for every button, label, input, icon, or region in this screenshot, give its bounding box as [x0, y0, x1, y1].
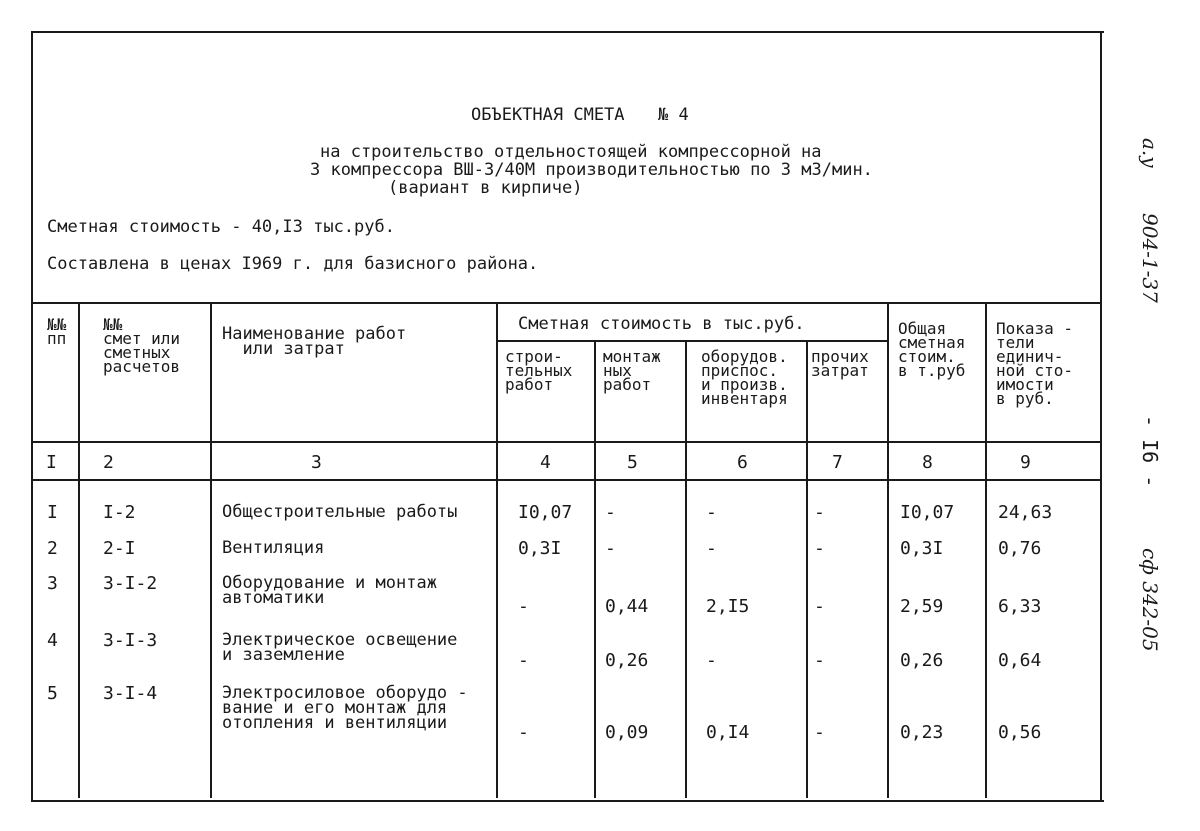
- group-header-divider: [496, 340, 888, 342]
- col-number-8: 8: [922, 452, 933, 473]
- col-number-1: I: [46, 452, 57, 473]
- header-col-2: №№ смет или сметных расчетов: [103, 315, 181, 376]
- row-4-c6: -: [706, 650, 717, 671]
- row-5-c4: -: [518, 722, 529, 743]
- sidebar-divider: [1100, 31, 1102, 800]
- row-2-c5: -: [605, 538, 616, 559]
- col-number-7: 7: [832, 452, 843, 473]
- row-2-ref: 2-I: [103, 538, 136, 559]
- row-3-n: 3: [47, 573, 58, 594]
- side-code-1: а.у: [1138, 138, 1162, 168]
- header-col-9: Показа - тели единич- ной сто- имости в руб.: [996, 319, 1074, 408]
- row-3-c4: -: [518, 596, 529, 617]
- side-code-2: 904-1-37: [1138, 213, 1162, 303]
- row-1-c7: -: [814, 502, 825, 523]
- row-2-c6: -: [706, 538, 717, 559]
- header-bottom-border: [31, 441, 1102, 443]
- side-page-number: - I6 -: [1138, 415, 1162, 488]
- side-code-3: сф 342-05: [1138, 548, 1162, 652]
- row-1-c9: 24,63: [998, 502, 1053, 523]
- cost-line: Сметная стоимость - 40,I3 тыс.руб.: [47, 217, 395, 237]
- row-3-name: Оборудование и монтаж автоматики: [222, 573, 437, 608]
- row-3-c5: 0,44: [605, 596, 649, 617]
- row-3-c9: 6,33: [998, 596, 1042, 617]
- col-divider-3: [496, 302, 498, 798]
- row-3-c8: 2,59: [900, 596, 944, 617]
- row-4-ref: 3-I-3: [103, 630, 158, 651]
- subtitle-line-3: (вариант в кирпиче): [388, 178, 583, 198]
- row-2-c7: -: [814, 538, 825, 559]
- col-divider-8: [985, 302, 987, 798]
- header-col-7: прочих затрат: [811, 347, 869, 380]
- row-5-name: Электросиловое оборудо - вание и его монтаж для отопления и вентиляции: [222, 683, 468, 733]
- col-divider-5: [685, 340, 687, 798]
- row-3-ref: 3-I-2: [103, 573, 158, 594]
- row-2-n: 2: [47, 538, 58, 559]
- row-3-c6: 2,I5: [706, 596, 750, 617]
- col-number-9: 9: [1020, 452, 1031, 473]
- row-4-c4: -: [518, 650, 529, 671]
- document-title: ОБЪЕКТНАЯ СМЕТА: [471, 105, 625, 125]
- header-col-8: Общая сметная стоим. в т.руб: [898, 319, 966, 380]
- col-divider-2: [210, 302, 212, 798]
- row-4-n: 4: [47, 630, 58, 651]
- col-divider-4: [594, 340, 596, 798]
- row-2-c9: 0,76: [998, 538, 1042, 559]
- col-number-2: 2: [103, 452, 114, 473]
- row-2-c8: 0,3I: [900, 538, 944, 559]
- row-1-name: Общестроительные работы: [222, 502, 458, 522]
- row-5-c5: 0,09: [605, 722, 649, 743]
- numbers-row-border: [31, 479, 1102, 481]
- row-1-c5: -: [605, 502, 616, 523]
- header-col-3: Наименование работ или затрат: [222, 324, 407, 359]
- row-4-c7: -: [814, 650, 825, 671]
- col-number-5: 5: [627, 452, 638, 473]
- col-divider-7: [887, 302, 889, 798]
- document-number: № 4: [658, 105, 689, 125]
- col-number-6: 6: [737, 452, 748, 473]
- row-4-c5: 0,26: [605, 650, 649, 671]
- row-5-c6: 0,I4: [706, 722, 750, 743]
- header-col-1: №№ пп: [47, 315, 67, 348]
- row-1-c6: -: [706, 502, 717, 523]
- col-divider-1: [78, 302, 80, 798]
- row-2-name: Вентиляция: [222, 538, 325, 558]
- row-1-n: I: [47, 502, 58, 523]
- row-1-c8: I0,07: [900, 502, 955, 523]
- row-1-c4: I0,07: [518, 502, 573, 523]
- table-top-border: [31, 302, 1102, 304]
- header-group: Сметная стоимость в тыс.руб.: [518, 314, 805, 334]
- subtitle-line-2: 3 компрессора ВШ-3/40М производительностью по 3 м3/мин.: [310, 160, 873, 180]
- col-number-4: 4: [540, 452, 551, 473]
- row-5-n: 5: [47, 683, 58, 704]
- header-col-5: монтаж ных работ: [603, 347, 661, 394]
- row-5-c8: 0,23: [900, 722, 944, 743]
- col-number-3: 3: [311, 452, 322, 473]
- row-5-c7: -: [814, 722, 825, 743]
- header-col-6: оборудов. приспос. и произв. инвентаря: [701, 347, 788, 408]
- col-divider-6: [806, 340, 808, 798]
- row-3-c7: -: [814, 596, 825, 617]
- row-4-name: Электрическое освещение и заземление: [222, 630, 458, 665]
- row-5-ref: 3-I-4: [103, 683, 158, 704]
- row-2-c4: 0,3I: [518, 538, 562, 559]
- row-1-ref: I-2: [103, 502, 136, 523]
- prices-line: Составлена в ценах I969 г. для базисного района.: [47, 254, 539, 274]
- row-4-c9: 0,64: [998, 650, 1042, 671]
- row-4-c8: 0,26: [900, 650, 944, 671]
- header-col-4: строи- тельных работ: [505, 347, 573, 394]
- row-5-c9: 0,56: [998, 722, 1042, 743]
- subtitle-line-1: на строительство отдельностоящей компрессорной на: [320, 142, 822, 162]
